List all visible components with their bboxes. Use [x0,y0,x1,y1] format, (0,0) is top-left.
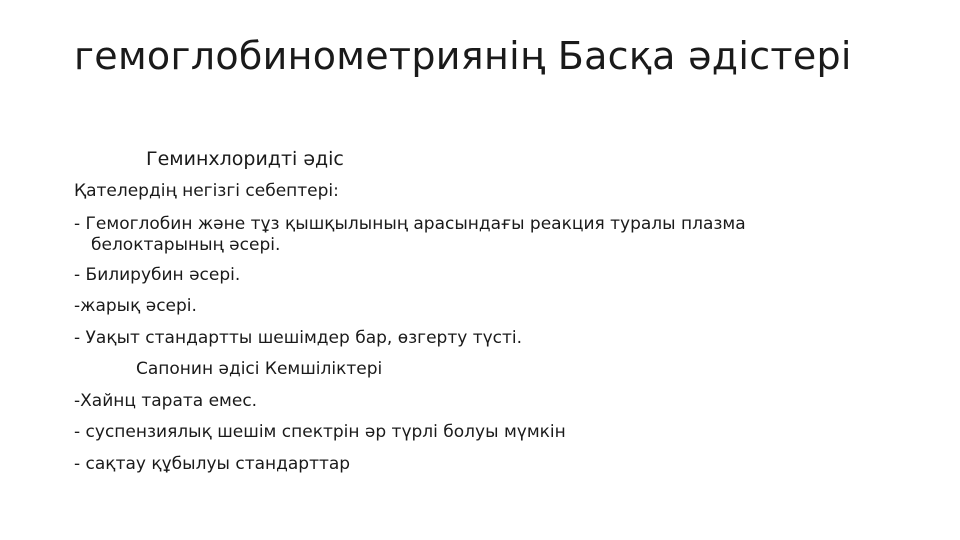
list-item-7: - сақтау құбылуы стандарттар [74,454,351,474]
list-item-1-line-2: белоктарының әсері. [91,235,281,255]
list-item-4: - Уақыт стандартты шешімдер бар, өзгерту түсті. [74,328,523,348]
list-item-5: -Хайнц тарата емес. [74,391,258,411]
list-item-6: - суспензиялық шешім спектрін әр түрлі болуы мүмкін [74,422,566,442]
method-heading-hemichloride: Геминхлоридті әдіс [146,148,344,170]
method-heading-saponin: Сапонин әдісі Кемшіліктері [136,359,383,379]
list-item-1-line-1: - Гемоглобин және тұз қышқылының арасындағы реакция туралы плазма [74,214,746,234]
list-item-2: - Билирубин әсері. [74,265,241,285]
list-item-3: -жарық әсері. [74,296,197,316]
slide-title: гемоглобинометриянің Басқа әдістері [74,34,852,78]
errors-header: Қателердің негізгі себептері: [74,181,339,201]
